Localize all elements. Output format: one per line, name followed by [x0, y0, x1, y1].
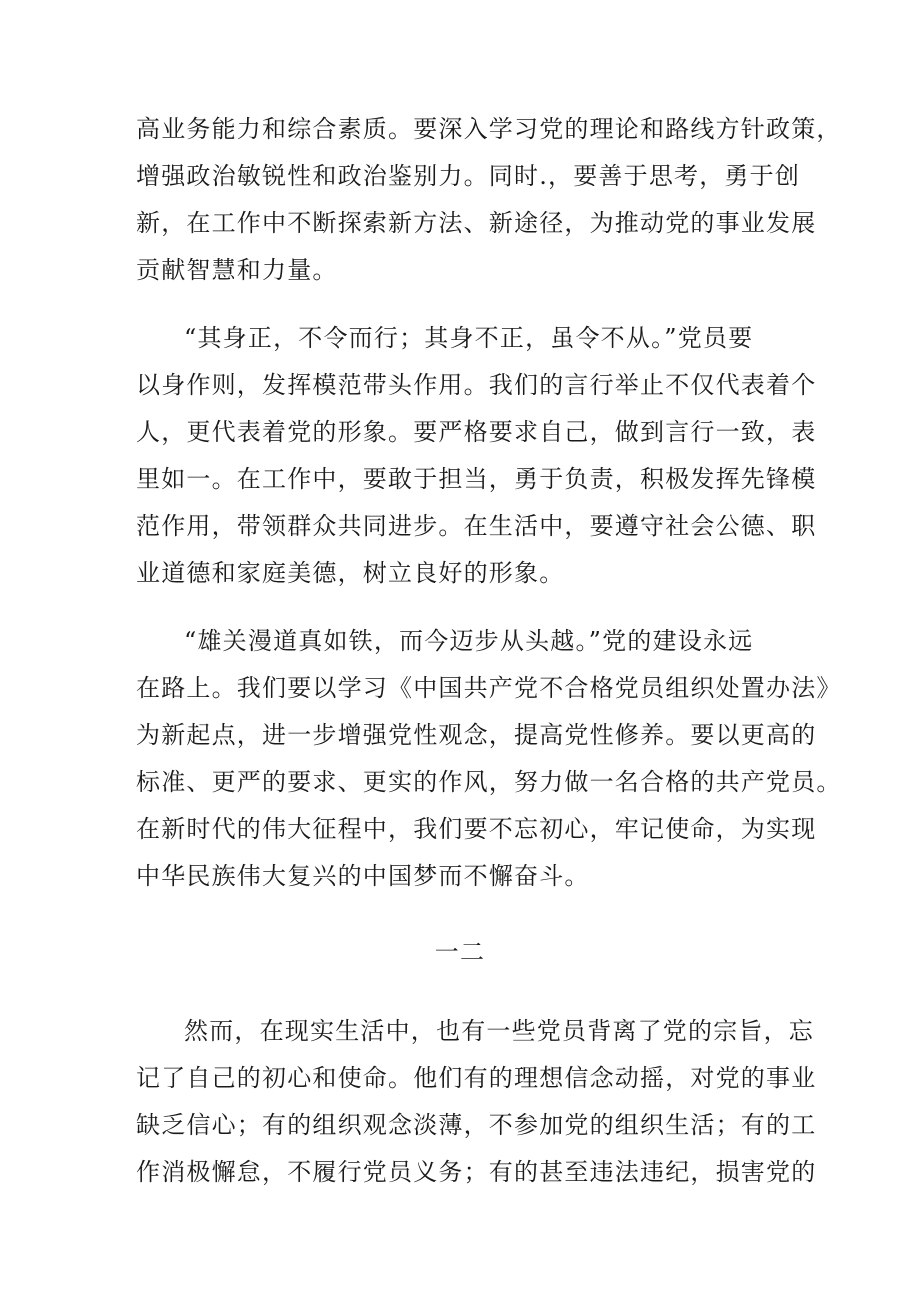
- paragraph-2-line-4: 里如一。在工作中，要敢于担当，勇于负责，积极发挥先锋模: [136, 465, 817, 493]
- paragraph-4-line-1: 然而，在现实生活中，也有一些党员背离了党的宗旨，忘: [184, 1017, 814, 1045]
- section-heading: 一二: [434, 938, 486, 966]
- paragraph-4-line-2: 记了自己的初心和使命。他们有的理想信念动摇，对党的事业: [136, 1064, 817, 1092]
- paragraph-1-line-1: 高业务能力和综合素质。要深入学习党的理论和路线方针政策，: [136, 115, 842, 143]
- paragraph-1-line-4: 贡献智慧和力量。: [136, 256, 338, 284]
- paragraph-3-line-3: 为新起点，进一步增强党性观念，提高党性修养。要以更高的: [136, 721, 817, 749]
- paragraph-3-line-5: 在新时代的伟大征程中，我们要不忘初心，牢记使命，为实现: [136, 815, 817, 843]
- paragraph-2-line-3: 人，更代表着党的形象。要严格要求自己，做到言行一致，表: [136, 418, 817, 446]
- paragraph-3-line-6: 中华民族伟大复兴的中国梦而不懈奋斗。: [136, 862, 590, 890]
- paragraph-4-line-3: 缺乏信心；有的组织观念淡薄，不参加党的组织生活；有的工: [136, 1111, 817, 1139]
- paragraph-2-line-2: 以身作则，发挥模范带头作用。我们的言行举止不仅代表着个: [136, 371, 817, 399]
- paragraph-2-line-1: “其身正，不令而行；其身不正，虽令不从。”党员要: [184, 324, 754, 352]
- paragraph-3-line-4: 标准、更严的要求、更实的作风，努力做一名合格的共产党员。: [136, 768, 842, 796]
- paragraph-1-line-2: 增强政治敏锐性和政治鉴别力。同时.，要善于思考，勇于创: [136, 162, 801, 190]
- paragraph-1-line-3: 新，在工作中不断探索新方法、新途径，为推动党的事业发展: [136, 209, 817, 237]
- paragraph-4-line-4: 作消极懈怠，不履行党员义务；有的甚至违法违纪，损害党的: [136, 1158, 817, 1186]
- paragraph-2-line-6: 业道德和家庭美德，树立良好的形象。: [136, 559, 565, 587]
- paragraph-3-line-2: 在路上。我们要以学习《中国共产党不合格党员组织处置办法》: [136, 674, 842, 702]
- paragraph-2-line-5: 范作用，带领群众共同进步。在生活中，要遵守社会公德、职: [136, 512, 817, 540]
- paragraph-3-line-1: “雄关漫道真如铁，而今迈步从头越。”党的建设永远: [184, 627, 754, 655]
